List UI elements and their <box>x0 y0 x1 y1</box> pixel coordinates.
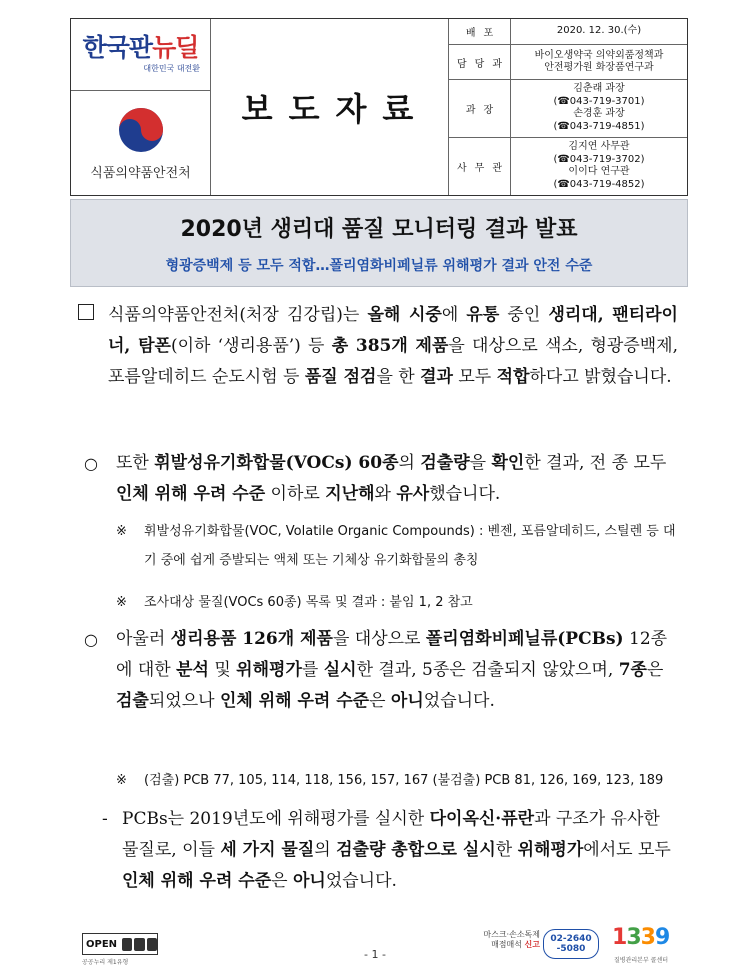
reference-mark-icon: ※ <box>116 595 127 610</box>
license-icon <box>134 938 144 951</box>
paragraph-2 <box>84 448 678 510</box>
emphasis-text: 결과 <box>420 367 453 387</box>
report-phone-badge <box>543 929 599 959</box>
mfds-logo <box>71 91 210 195</box>
emphasis-text: 다이옥신·퓨란 <box>429 809 535 829</box>
emphasis-text: 위해평가 <box>236 660 302 680</box>
code-digit: 9 <box>654 925 670 950</box>
code-digit: 3 <box>640 925 655 950</box>
emphasis-text: 품질 점검 <box>304 367 377 387</box>
contact-line: 김춘래 과장 <box>573 83 625 95</box>
text-run: 은 <box>369 691 391 711</box>
text-run: 모두 <box>452 367 497 387</box>
text-run: 아울러 <box>116 629 171 649</box>
text-run: 은 <box>271 871 293 891</box>
info-value <box>511 80 687 136</box>
license-icon <box>147 938 157 951</box>
reference-mark-icon: ※ <box>116 773 127 788</box>
kogl-open-badge <box>82 933 158 955</box>
text-run: 되었으나 <box>148 691 220 711</box>
callcenter-1339-logo <box>612 925 669 950</box>
logo-brand-a: 한국판 <box>82 33 153 62</box>
text-run: 및 <box>208 660 237 680</box>
emphasis-text: 생리대, 팬티라이너, 탐폰 <box>108 305 678 356</box>
emphasis-text: 휘발성유기화합물(VOCs) 60종 <box>154 453 399 473</box>
phone-line-2: -5080 <box>556 944 586 954</box>
emphasis-text: 생리용품 126개 제품 <box>170 629 333 649</box>
emphasis-text: 아니 <box>292 871 326 891</box>
contact-phone: (☎043-719-4851) <box>553 120 645 132</box>
contact-phone: (☎043-719-3702) <box>553 153 645 165</box>
info-value <box>511 45 687 80</box>
title-column <box>211 19 449 195</box>
text-run: (이하 ‘생리용품’) 등 <box>170 336 332 356</box>
paragraph-text <box>122 804 678 897</box>
emphasis-text: 인체 위해 우려 수준 <box>116 484 266 504</box>
text-run: 을 <box>469 453 492 473</box>
korean-new-deal-logo <box>71 19 210 91</box>
open-license-subtitle: 공공누리 제1유형 <box>82 959 129 966</box>
info-label: 사무관 <box>449 138 511 195</box>
info-value <box>511 19 687 44</box>
emphasis-text: 유통 <box>466 305 500 325</box>
taeguk-emblem-icon <box>117 106 165 154</box>
text-run: 었습니다. <box>423 691 495 711</box>
note-text: (검출) PCB 77, 105, 114, 118, 156, 157, 167 (불검출) PCB 81, 126, 169, 123, 189 <box>144 773 664 788</box>
contact-phone: (☎043-719-4852) <box>553 178 645 190</box>
phone-line-1: 02-2640 <box>550 934 592 944</box>
text-run: 의 <box>398 453 421 473</box>
report-line-2b: 신고 <box>524 940 540 949</box>
page-number: - 1 - <box>364 948 386 961</box>
contact-info-column <box>449 19 687 195</box>
logo-brand-b: 뉴딜 <box>152 33 199 62</box>
emphasis-text: 아니 <box>390 691 424 711</box>
text-run: 의 <box>314 840 337 860</box>
text-run: 또한 <box>116 453 155 473</box>
emphasis-text: 세 가지 물질 <box>220 840 315 860</box>
text-run: 중인 <box>499 305 549 325</box>
department-line: 바이오생약국 의약외품정책과 <box>534 49 664 61</box>
text-run: 이하로 <box>265 484 326 504</box>
license-icon <box>122 938 132 951</box>
paragraph-1 <box>78 300 678 393</box>
dash-bullet-icon: - <box>102 809 108 829</box>
emphasis-text: 인체 위해 우려 수준 <box>122 871 272 891</box>
emphasis-text: 확인 <box>491 453 525 473</box>
code-digit: 3 <box>626 925 641 950</box>
text-run: 12종에 대한 <box>116 629 668 680</box>
emphasis-text: 적합 <box>496 367 530 387</box>
agency-name: 식품의약품안전처 <box>90 165 191 181</box>
text-run: 과 구조가 유사한 물질로, 이들 <box>122 809 660 860</box>
text-run: 었습니다. <box>325 871 397 891</box>
note-voc-definition <box>116 517 676 575</box>
text-run: 한 결과, 5종은 검출되지 않았으며, <box>356 660 619 680</box>
text-run: 했습니다. <box>429 484 501 504</box>
note-attachment-reference <box>116 588 676 617</box>
text-run: PCBs는 2019년도에 위해평가를 실시한 <box>122 809 430 829</box>
info-row-distribution <box>449 19 687 45</box>
callcenter-subtitle: 질병관리본부 콜센터 <box>614 957 669 964</box>
contact-line: 김지연 사무관 <box>568 141 630 153</box>
reference-mark-icon: ※ <box>116 524 127 539</box>
text-run: 을 한 <box>376 367 421 387</box>
info-label: 담당과 <box>449 45 511 80</box>
text-run: 을 대상으로 색소, 형광증백제, 포름알데히드 순도시험 등 <box>108 336 678 387</box>
paragraph-text <box>116 624 678 717</box>
headline-main: 2020년 생리대 품질 모니터링 결과 발표 <box>180 216 578 242</box>
note-text: 휘발성유기화합물(VOC, Volatile Organic Compounds) : 벤젠, 포름알데히드, 스틸렌 등 대기 중에 쉽게 증발되는 액체 또는 기체상 유기화합물의 총칭 <box>144 524 676 568</box>
report-campaign-text <box>470 930 540 950</box>
paragraph-4 <box>102 804 678 897</box>
text-run: 에서도 모두 <box>583 840 671 860</box>
emphasis-text: 인체 위해 우려 수준 <box>219 691 370 711</box>
open-label: OPEN <box>86 938 118 950</box>
department-line: 안전평가원 화장품연구과 <box>544 62 654 74</box>
emphasis-text: 총 385개 제품 <box>331 336 449 356</box>
emphasis-text: 실시 <box>323 660 357 680</box>
emphasis-text: 검출 <box>116 691 149 711</box>
text-run: 에 <box>441 305 467 325</box>
circle-bullet-icon: ○ <box>84 454 98 473</box>
info-row-department <box>449 45 687 81</box>
text-run: 은 <box>646 660 664 680</box>
info-row-officer <box>449 138 687 195</box>
emphasis-text: 분석 <box>176 660 209 680</box>
note-pcb-list <box>116 766 676 795</box>
text-run: 를 <box>301 660 324 680</box>
paragraph-text <box>108 300 678 393</box>
circle-bullet-icon: ○ <box>84 630 98 649</box>
text-run: 을 대상으로 <box>332 629 426 649</box>
info-label: 과장 <box>449 80 511 136</box>
paragraph-text <box>116 448 678 510</box>
text-run: 와 <box>374 484 397 504</box>
press-header-table <box>70 18 688 196</box>
emphasis-text: 검출량 총합으로 실시 <box>336 840 496 860</box>
note-text: 조사대상 물질(VOCs 60종) 목록 및 결과 : 붙임 1, 2 참고 <box>144 595 473 610</box>
text-run: 식품의약품안전처(처장 김강립)는 <box>108 305 368 325</box>
square-bullet-icon <box>78 304 94 320</box>
contact-line: 손경훈 과장 <box>573 108 625 120</box>
text-run: 한 결과, 전 종 모두 <box>524 453 667 473</box>
headline-sub: 형광증백제 등 모두 적합…폴리염화비페닐류 위해평가 결과 안전 수준 <box>165 257 593 274</box>
info-value <box>511 138 687 195</box>
code-digit: 1 <box>612 925 627 950</box>
emphasis-text: 올해 시중 <box>367 305 442 325</box>
logo-subtitle: 대한민국 대전환 <box>143 64 200 73</box>
distribution-date: 2020. 12. 30.(수) <box>556 25 642 37</box>
emphasis-text: 검출량 <box>420 453 470 473</box>
contact-line: 이이다 연구관 <box>568 166 630 178</box>
paragraph-3 <box>84 624 678 717</box>
emphasis-text: 유사 <box>396 484 430 504</box>
report-line-1: 마스크·손소독제 <box>483 930 540 939</box>
emphasis-text: 7종 <box>618 660 647 680</box>
info-row-director <box>449 80 687 137</box>
report-line-2a: 매점매석 <box>491 940 525 949</box>
contact-phone: (☎043-719-3701) <box>553 95 645 107</box>
emphasis-text: 위해평가 <box>517 840 584 860</box>
emphasis-text: 지난해 <box>325 484 375 504</box>
info-label: 배포 <box>449 19 511 44</box>
text-run: 한 <box>495 840 518 860</box>
press-release-title: 보도자료 <box>241 90 430 128</box>
logo-column <box>71 19 211 195</box>
text-run: 하다고 밝혔습니다. <box>529 367 672 387</box>
headline-box <box>70 199 688 287</box>
emphasis-text: 폴리염화비페닐류(PCBs) <box>425 629 624 649</box>
